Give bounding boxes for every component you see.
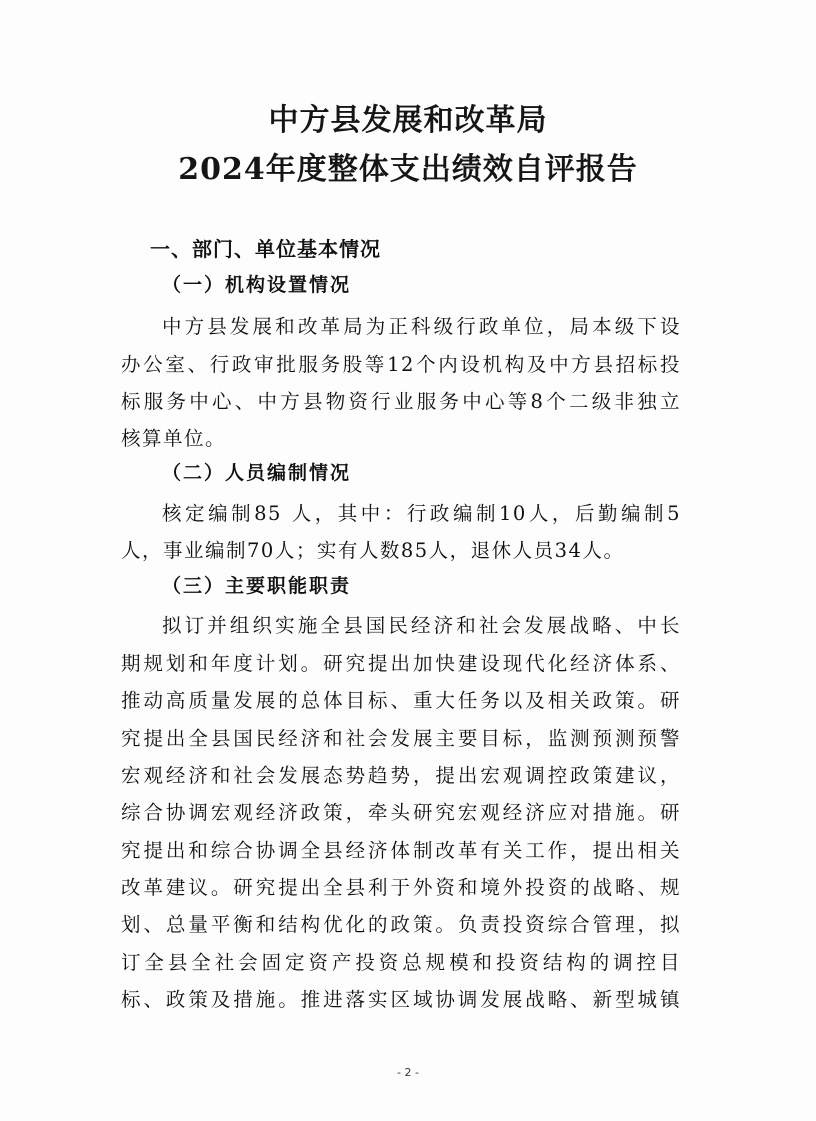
- report-title-line-2: 2024年度整体支出绩效自评报告: [178, 152, 638, 187]
- paragraph-line: 究提出和综合协调全县经济体制改革有关工作，提出相关: [121, 839, 681, 862]
- paragraph-line: 人，事业编制70人；实有人数85人，退休人员34人。: [121, 539, 625, 562]
- paragraph-line: 订全县全社会固定资产投资总规模和投资结构的调控目: [121, 951, 681, 974]
- paragraph-line: 核算单位。: [121, 427, 227, 450]
- section-heading-basic-info: 一、部门、单位基本情况: [150, 237, 381, 261]
- paragraph-line: 究提出全县国民经济和社会发展主要目标，监测预测预警: [121, 727, 681, 750]
- paragraph-line: 期规划和年度计划。研究提出加快建设现代化经济体系、: [121, 652, 681, 675]
- paragraph-line: 办公室、行政审批服务股等12个内设机构及中方县招标投: [121, 353, 681, 376]
- paragraph-line: 拟订并组织实施全县国民经济和社会发展战略、中长: [162, 614, 681, 637]
- paragraph-line: 中方县发展和改革局为正科级行政单位，局本级下设: [162, 315, 681, 338]
- paragraph-line: 划、总量平衡和结构优化的政策。负责投资综合管理，拟: [121, 913, 681, 936]
- paragraph-line: 综合协调宏观经济政策，牵头研究宏观经济应对措施。研: [121, 801, 681, 824]
- paragraph-line: 宏观经济和社会发展态势趋势，提出宏观调控政策建议，: [121, 764, 681, 787]
- paragraph-line: 标、政策及措施。推进落实区域协调发展战略、新型城镇: [121, 988, 681, 1011]
- subheading-organization: （一）机构设置情况: [162, 274, 352, 296]
- subheading-duties: （三）主要职能职责: [162, 575, 352, 597]
- paragraph-line: 核定编制85 人，其中：行政编制10人，后勤编制5: [162, 502, 681, 525]
- paragraph-line: 推动高质量发展的总体目标、重大任务以及相关政策。研: [121, 689, 681, 712]
- subheading-staffing: （二）人员编制情况: [162, 462, 352, 484]
- report-title-line-1: 中方县发展和改革局: [268, 103, 548, 138]
- paragraph-line: 标服务中心、中方县物资行业服务中心等8个二级非独立: [121, 390, 681, 413]
- paragraph-line: 改革建议。研究提出全县利于外资和境外投资的战略、规: [121, 876, 681, 899]
- page-number: - 2 -: [397, 1066, 419, 1079]
